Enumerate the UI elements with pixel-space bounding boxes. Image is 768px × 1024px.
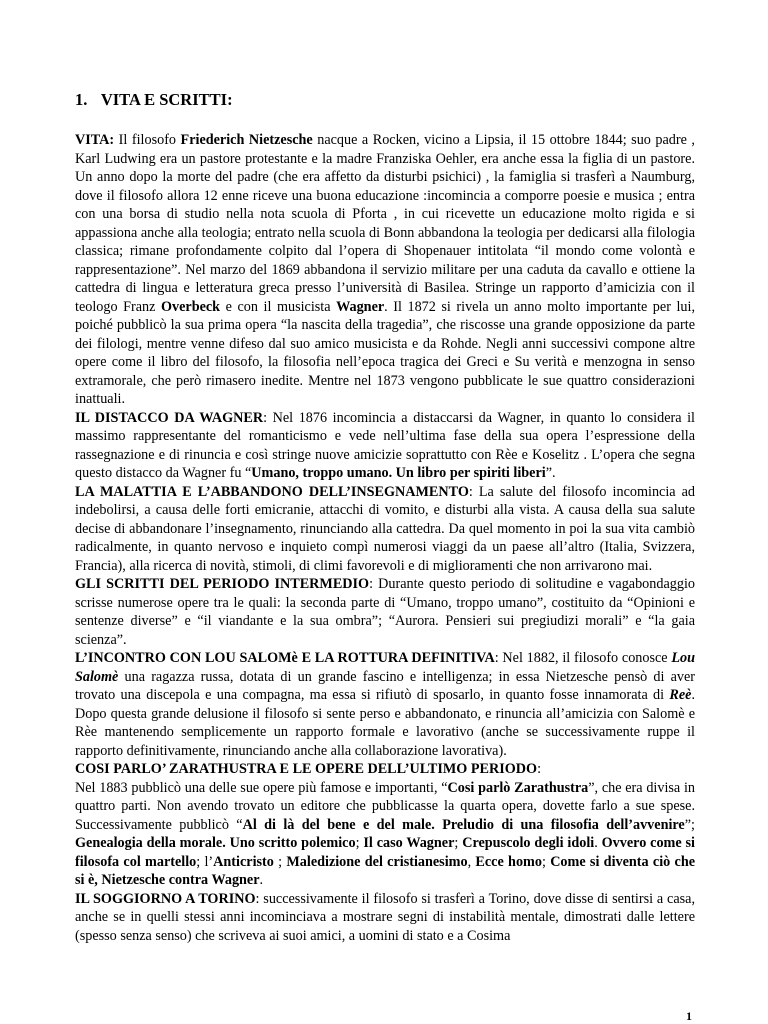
- name-overbeck: Overbeck: [160, 298, 221, 315]
- text-run: ;: [541, 853, 551, 870]
- text-run: una ragazza russa, dotata di un grande fascino e intelligenza; in essa Nietzesche pensò di aver trovato una discepola e una compagna, ma essa si rifiutò di sposarlo, in quanto fosse innamorata di: [75, 668, 695, 703]
- section-label-zarathustra-line: [75, 760, 695, 779]
- section-label-vita: VITA:: [75, 132, 115, 148]
- text-run: : La salute del filosofo incomincia ad indebolirsi, a causa delle forti emicranie, attacchi di vomito, e disturbi alla vista. A causa della sua salute decise di abbandonare l’insegnamento, rinunciando alla cattedra. Da quel momento in poi la sua vita cambiò radicalmente, in quanto nervoso e inquieto compì numerosi viaggi da un paese all’altro (Italia, Svizzera, Francia), alla ricerca di novità, stimoli, di climi favorevoli e di miglioramenti che non arrivarono mai.: [75, 483, 695, 574]
- work-genealogia: Genealogia della morale. Uno scritto polemico: [75, 835, 356, 851]
- section-label-salome: L’INCONTRO CON LOU SALOMè E LA ROTTURA DEFINITIVA: [75, 650, 495, 666]
- text-run: ”, che era divisa in quattro parti. Non avendo trovato un editore che pubblicasse la quarta opera, dovette farlo a sue spese. Successivamente pubblicò “: [75, 779, 695, 833]
- text-run: ”.: [545, 465, 556, 481]
- text-run: Il filosofo: [114, 132, 181, 148]
- page-number: 1: [686, 1009, 692, 1023]
- text-run: ,: [467, 853, 476, 870]
- paragraph-torino: [75, 890, 695, 946]
- name-lou-salome: Lou Salomè: [75, 650, 696, 685]
- text-run: : Nel 1876 incomincia a distaccarsi da Wagner, in quanto lo considera il massimo rappresentante del romanticismo e vede nell’ultima fase della sua opera l’espressione della rassegnazione e di rinuncia e così stringe nuove amicizie soprattutto con Rèe e Koselitz . L’opera che segna questo distacco da Wagner fu “: [75, 409, 695, 481]
- text-run: . Dopo questa grande delusione il filosofo si sente perso e abbandonato, e rinuncia all’amicizia con Salomè e Rèe mantenendo semplicemente un rapporto formale e lavorativo (anche se successivamente ruppe il rapporto definitivamente, rinunciando anche alla collaborazione lavorativa).: [75, 687, 695, 759]
- work-maledizione: Maledizione del cristianesimo: [286, 853, 468, 870]
- section-label-zarathustra: COSI PARLO’ ZARATHUSTRA E LE OPERE DELL’ULTIMO PERIODO: [75, 761, 538, 777]
- text-run: ;: [454, 835, 463, 851]
- chapter-number: 1.: [75, 90, 88, 109]
- work-umano: Umano, troppo umano. Un libro per spiriti liberi: [251, 465, 546, 481]
- work-anticristo: Anticristo: [213, 853, 274, 870]
- work-al-di-la: Al di là del bene e del male. Preludio di una filosofia dell’avvenire: [242, 816, 685, 833]
- text-run: ;: [355, 835, 364, 851]
- paragraph-vita: [75, 131, 695, 409]
- work-zarathustra: Cosi parlò Zarathustra: [447, 779, 589, 796]
- text-run: Nel 1883 pubblicò una delle sue opere più famose e importanti, “: [75, 779, 448, 796]
- text-run: : Durante questo periodo di solitudine e vagabondaggio scrisse numerose opere tra le quali: la seconda parte di “Umano, troppo umano”, costituito da “Opinioni e sentenze diverse” e “il viandante e la sua ombra”; “Aurora. Pensieri sui pregiudizi morali” e “la gaia scienza”.: [75, 576, 695, 648]
- section-label-intermedio: GLI SCRITTI DEL PERIODO INTERMEDIO: [75, 576, 370, 592]
- text-run: ;: [273, 853, 287, 870]
- section-label-malattia: LA MALATTIA E L’ABBANDONO DELL’INSEGNAMENTO: [75, 483, 469, 500]
- name-nietzsche: Friederich Nietzesche: [180, 132, 313, 148]
- name-wagner: Wagner: [336, 298, 385, 315]
- chapter-title: VITA E SCRITTI:: [100, 90, 233, 109]
- paragraph-intermedio: [75, 575, 695, 649]
- section-label-torino: IL SOGGIORNO A TORINO: [75, 890, 256, 907]
- paragraph-distacco: [75, 409, 695, 483]
- text-run: : successivamente il filosofo si trasferì a Torino, dove disse di sentirsi a casa, anche se in quelli stessi anni incominciava a mostrare segni di instabilità mentale, dimostrati dalle lettere (spesso senza senso) che scriveva ai suoi amici, a uomini di stato e a Cosima: [75, 890, 695, 944]
- paragraph-malattia: [75, 483, 695, 576]
- paragraph-salome: [75, 649, 695, 760]
- text-run: .: [594, 835, 602, 851]
- chapter-heading: [75, 0, 695, 131]
- text-run: :: [537, 761, 542, 777]
- text-run: : Nel 1882, il filosofo conosce: [494, 650, 672, 666]
- work-martello: Ovvero come si filosofa col martello: [75, 835, 695, 870]
- name-ree: Reè: [669, 687, 692, 703]
- paragraph-zarathustra: [75, 779, 695, 890]
- text-run: ”;: [684, 816, 695, 833]
- text-run: nacque a Rocken, vicino a Lipsia, il 15 ottobre 1844; suo padre , Karl Ludwing era un pastore protestante e la madre Franziska Oehler, era anche essa la figlia di un pastore. Un anno dopo la morte del padre (che era affetto da disturbi psichici) , la famiglia si trasferì a Naumburg, dove il filosofo allora 12 enne riceve una buona educazione :incomincia a comporre poesie e musica ; entra con una borsa di studio nella nota scuola di Pforta , in cui ricevette un educazione molto rigida e si appassiona anche alla teologia; entrato nella scuola di Bonn abbandona la teologia per dedicarsi alla filologia classica; rimane profondamente colpito dal l’opera di Shopenauer intitolata “il mondo come volontà e rappresentazione”. Nel marzo del 1869 abbandona il servizio militare per una caduta da cavallo e ottiene la cattedra di lingua e letteratura greca presso l’università di Basilea. Stringe un rapporto d’amicizia con il teologo Franz: [75, 132, 695, 315]
- text-run: .: [259, 872, 264, 888]
- section-label-distacco: IL DISTACCO DA WAGNER: [75, 409, 264, 426]
- text-run: e con il musicista: [220, 298, 337, 315]
- work-come-si-diventa: Come si diventa ciò che si è, Nietzesche contra Wagner: [75, 853, 696, 888]
- work-caso-wagner: Il caso Wagner: [363, 835, 455, 851]
- text-run: ; l’: [196, 853, 214, 870]
- document-body: [75, 0, 695, 945]
- work-ecce-homo: Ecce homo: [475, 853, 542, 870]
- work-crepuscolo: Crepuscolo degli idoli: [462, 835, 595, 851]
- text-run: . Il 1872 si rivela un anno molto importante per lui, poiché pubblicò la sua prima opera “la nascita della tragedia”, che riscosse una grande opposizione da parte dei filologi, mentre venne difeso dal suo amico musicista e da Rohde. Negli anni successivi compone altre opere come il libro del filosofo, la filosofia nell’epoca tragica dei Greci e Su verità e menzogna in senso extramorale, che però rimasero inedite. Mentre nel 1873 vengono pubblicate le sue quattro considerazioni inattuali.: [75, 298, 695, 407]
